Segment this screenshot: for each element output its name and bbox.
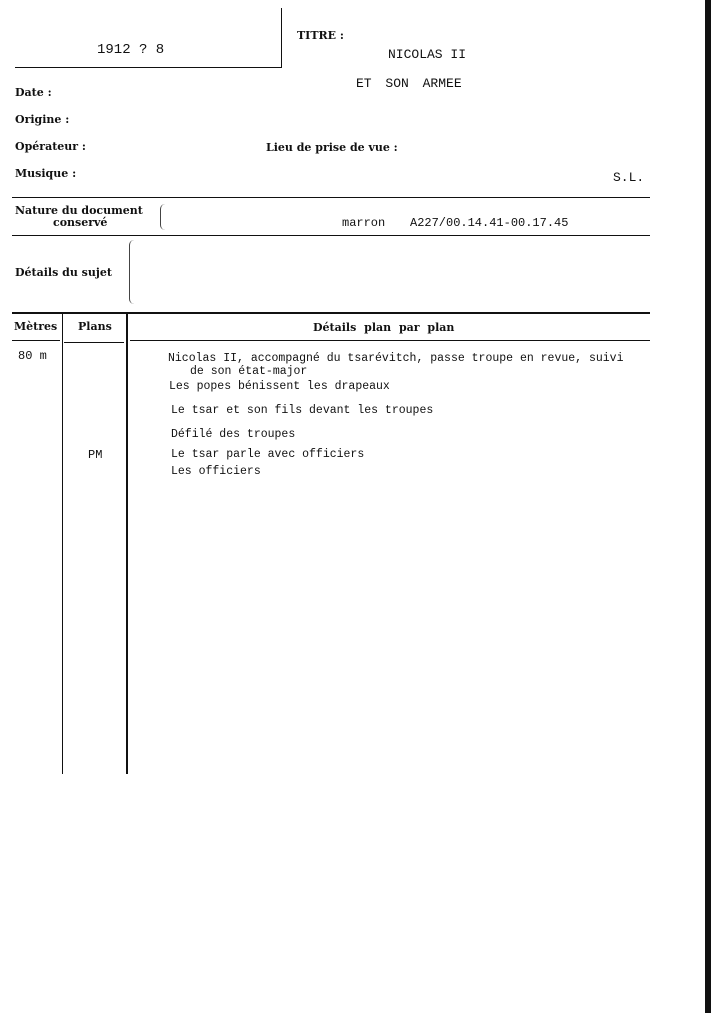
detail-line: Le tsar et son fils devant les troupes	[171, 404, 434, 417]
detail-line: Défilé des troupes	[171, 428, 296, 441]
detail-line: Les popes bénissent les drapeaux	[169, 380, 390, 393]
date-label: Date :	[15, 86, 52, 99]
nature-bottom-rule	[12, 235, 650, 236]
table-top-rule	[12, 312, 650, 314]
lieu-label: Lieu de prise de vue :	[266, 141, 398, 154]
operateur-label: Opérateur :	[15, 140, 86, 153]
detail-line: Nicolas II, accompagné du tsarévitch, passe troupe en revue, suivi	[168, 352, 624, 365]
column-header-details: Détails plan par plan	[313, 321, 455, 334]
header-underline-details	[130, 340, 650, 341]
reference-code: 1912 ? 8	[97, 42, 165, 58]
header-underline-metres	[12, 340, 60, 341]
page-edge-shadow	[705, 0, 711, 1013]
nature-brace	[160, 204, 165, 230]
header-vertical-divider	[281, 8, 282, 68]
metres-value: 80 m	[18, 349, 47, 363]
nature-label-line-2: conservé	[53, 216, 108, 229]
details-sujet-label: Détails du sujet	[15, 266, 112, 279]
header-divider	[15, 67, 282, 68]
detail-line: Les officiers	[171, 465, 261, 478]
nature-label-line-1: Nature du document	[15, 204, 143, 217]
sl-value: S.L.	[613, 170, 645, 185]
details-brace	[129, 240, 134, 304]
column-divider-1	[62, 314, 63, 774]
column-header-plans: Plans	[78, 320, 112, 333]
column-header-metres: Mètres	[14, 320, 58, 333]
plans-value: PM	[88, 448, 103, 462]
detail-line: Le tsar parle avec officiers	[171, 448, 365, 461]
column-divider-2	[126, 314, 128, 774]
archive-code: A227/00.14.41-00.17.45	[410, 216, 569, 230]
nature-top-rule	[12, 197, 650, 198]
nature-value: marron	[342, 216, 386, 230]
title-line-2: ET SON ARMEE	[356, 76, 462, 91]
title-line-1: NICOLAS II	[388, 47, 467, 62]
musique-label: Musique :	[15, 167, 77, 180]
origine-label: Origine :	[15, 113, 70, 126]
title-label: TITRE :	[297, 29, 344, 42]
header-underline-plans	[64, 342, 124, 343]
detail-line: de son état-major	[190, 365, 308, 378]
